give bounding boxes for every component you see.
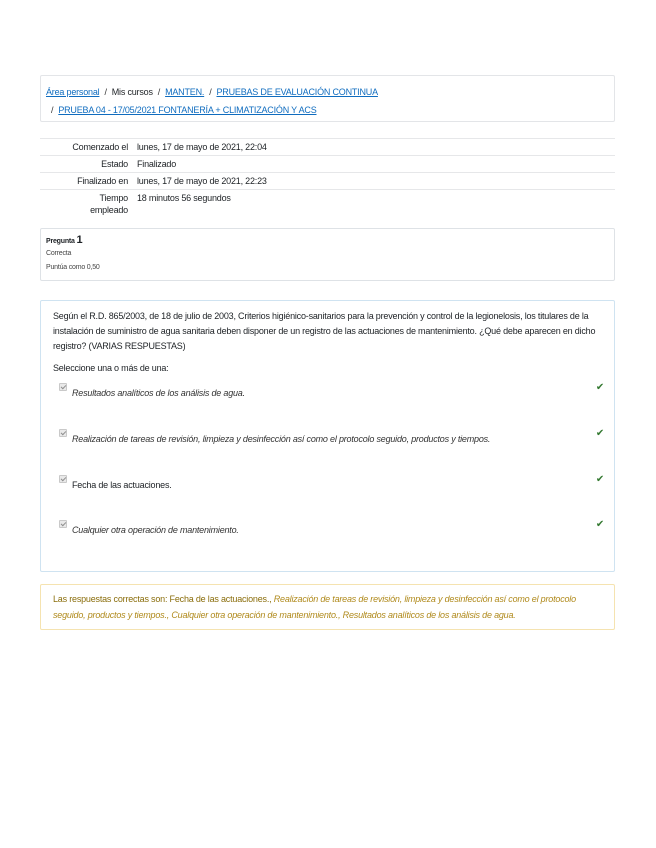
breadcrumb: [40, 75, 615, 122]
breadcrumb-separator: /: [104, 87, 107, 97]
question-number-value: 1: [76, 234, 83, 246]
time-label-line2: empleado: [90, 205, 128, 215]
started-label: Comenzado el: [72, 142, 128, 152]
answer-checkbox[interactable]: [59, 383, 67, 391]
breadcrumb-my-courses: Mis cursos: [111, 87, 153, 97]
attempt-summary-table: [40, 138, 615, 218]
breadcrumb-quiz-link[interactable]: PRUEBA 04 - 17/05/2021 FONTANERÍA + CLIMATIZACIÓN Y ACS: [58, 105, 317, 115]
answer-checkbox[interactable]: [59, 520, 67, 528]
question-state: Correcta: [46, 250, 72, 257]
summary-row-finished: [40, 173, 615, 190]
summary-row-time: [40, 190, 615, 218]
time-value: 18 minutos 56 segundos: [137, 193, 231, 203]
breadcrumb-separator: /: [51, 105, 54, 115]
state-label: Estado: [101, 159, 128, 169]
breadcrumb-dashboard-link[interactable]: Área personal: [46, 87, 100, 97]
breadcrumb-separator: /: [157, 87, 161, 97]
answer-option-text: Fecha de las actuaciones.: [72, 480, 172, 490]
correct-check-icon: ✔: [595, 474, 604, 485]
breadcrumb-course-link[interactable]: MANTEN.: [165, 87, 205, 97]
feedback-lead: Las respuestas correctas son: Fecha de las actuaciones.,: [53, 594, 272, 604]
question-grade: Puntúa como 0,50: [46, 264, 100, 271]
question-formulation: [40, 300, 615, 572]
feedback-answers: Realización de tareas de revisión, limpieza y desinfección así como el protocolo seguido, productos y tiempos., Cualquier otra operación de mantenimiento., Resultados analíticos de los análisis de agua.: [53, 594, 576, 620]
answer-checkbox[interactable]: [59, 429, 67, 437]
state-value: Finalizado: [137, 159, 177, 169]
breadcrumb-separator: /: [209, 87, 212, 97]
time-label-line1: Tiempo: [99, 193, 128, 203]
time-label: [40, 190, 132, 218]
breadcrumb-section-link[interactable]: PRUEBAS DE EVALUACIÓN CONTINUA: [216, 87, 378, 97]
summary-row-state: [40, 156, 615, 173]
answer-option-text: Resultados analíticos de los análisis de agua.: [72, 388, 245, 398]
started-value: lunes, 17 de mayo de 2021, 22:04: [137, 142, 267, 152]
answer-option-text: Realización de tareas de revisión, limpieza y desinfección así como el protocolo seguido, productos y tiempos.: [72, 434, 491, 444]
finished-label: Finalizado en: [77, 176, 128, 186]
correct-check-icon: ✔: [595, 428, 604, 439]
correct-answer-feedback: [40, 584, 615, 630]
question-text: Según el R.D. 865/2003, de 18 de julio de 2003, Criterios higiénico-sanitarios para la prevención y control de la legionelosis, los titulares de la instalación de suministro de agua sanitaria deben disponer de un registro de las actuaciones de mantenimiento. ¿Qué debe aparecen en dicho registro? (VARIAS RESPUESTAS): [53, 311, 596, 351]
question-info: [40, 228, 615, 281]
summary-row-started: [40, 139, 615, 156]
question-label: Pregunta: [46, 238, 75, 245]
finished-value: lunes, 17 de mayo de 2021, 22:23: [137, 176, 267, 186]
question-number: [46, 234, 609, 246]
answer-checkbox[interactable]: [59, 475, 67, 483]
answer-prompt: Seleccione una o más de una:: [53, 363, 169, 373]
correct-check-icon: ✔: [595, 382, 604, 393]
correct-check-icon: ✔: [595, 519, 604, 530]
answer-option-text: Cualquier otra operación de mantenimiento.: [72, 525, 239, 535]
